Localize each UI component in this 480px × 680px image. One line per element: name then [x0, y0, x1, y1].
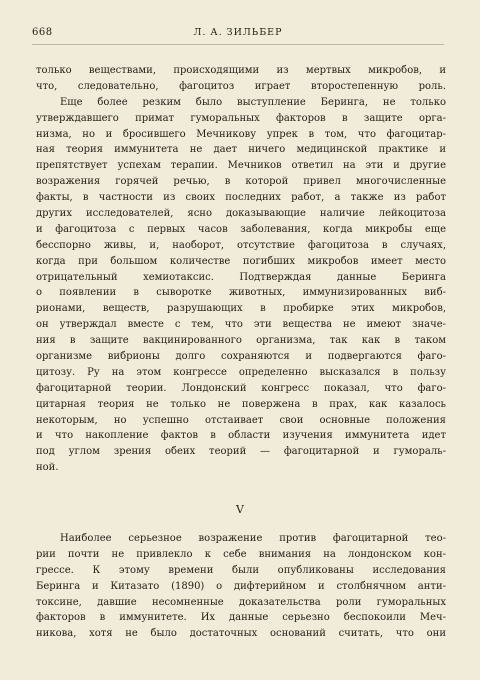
text-line: когда при большом количестве погибших микробов имеет место — [36, 255, 446, 267]
text-line: рионами, веществ, разрушающих в пробирке этих микробов, — [36, 303, 446, 315]
text-line: фагоцитарной теории. Лондонский конгресс показал, что фаго- — [36, 382, 446, 394]
text-line: факты, в частности из своих последних работ, а также из работ — [36, 192, 446, 204]
text-line: Наиболее серьезное возражение против фагоцитарной тео- — [60, 533, 446, 544]
header-rule — [32, 44, 444, 45]
page-number: 668 — [32, 27, 53, 38]
text-line: бесспорно живы, и, наоборот, отсутствие фагоцитоза в случаях, — [36, 239, 446, 251]
text-line: только веществами, происходящими из мертвых микробов, и — [36, 65, 446, 76]
text-line: отрицательный хемиотаксис. Подтверждая данные Беринга — [36, 271, 446, 283]
text-line: что, следовательно, фагоцитоз играет второстепенную роль. — [36, 80, 446, 92]
text-line: Беринга и Китазато (1890) о дифтерийном и столбнячном анти- — [36, 580, 446, 592]
text-line: низма, но и бросившего Мечникову упрек в том, что фагоцитар- — [36, 128, 446, 140]
running-head: Л. А. ЗИЛЬБЕР — [193, 27, 283, 38]
text-line: грессе. К этому времени были опубликованы исследования — [36, 564, 446, 576]
text-line: утверждавшего примат гуморальных факторов в защите орга- — [36, 112, 446, 124]
text-line: возражения горячей речью, в которой привел многочисленные — [36, 176, 446, 188]
section-heading: V — [236, 503, 244, 516]
text-line: цитарная теория не только не повержена в прах, как казалось — [36, 398, 446, 410]
text-line: никова, хотя не было достаточных оснований считать, что они — [36, 628, 446, 640]
text-line: ной. — [36, 462, 59, 474]
text-line: под углом зрения обеих теорий — фагоцитарной и гумораль- — [36, 446, 446, 458]
text-line: других исследователей, ясно доказывающие наличие лейкоцитоза — [36, 208, 446, 220]
page-header — [32, 27, 444, 41]
text-line: ния в защите вакцинированного организма, так как в таком — [36, 335, 446, 347]
text-line: организме вибрионы долго сохраняются и подвергаются фаго- — [36, 351, 446, 363]
text-line: токсине, давшие несомненные доказательства роли гуморальных — [36, 596, 446, 608]
text-line: и что накопление фактов в области изучения иммунитета идет — [36, 430, 446, 442]
text-line: и фагоцитоза с первых часов заболевания, когда микробы еще — [36, 223, 446, 235]
text-line: цитозу. Ру на этом конгрессе определенно высказался в пользу — [36, 366, 446, 378]
text-line: о появлении в сыворотке животных, иммунизированных виб- — [36, 287, 446, 299]
text-line: он утверждал вместе с тем, что эти вещества не имеют значе- — [36, 319, 446, 331]
paragraph-2 — [36, 531, 446, 642]
text-line: Еще более резким было выступление Беринга, не только — [60, 96, 446, 108]
text-line: факторов в иммунитете. Их данные серьезно беспокоили Меч- — [36, 612, 446, 624]
text-line: некоторым, но успешно отстаивает свои основные положения — [36, 414, 446, 426]
text-line: рии почти не привлекло к себе внимания на лондонском кон- — [36, 548, 446, 560]
text-line: препятствует успехам терапии. Мечников ответил на эти и другие — [36, 160, 446, 172]
text-line: ная теория иммунитета не дает ничего медицинской практике и — [36, 144, 446, 156]
paragraph-1 — [36, 63, 446, 476]
